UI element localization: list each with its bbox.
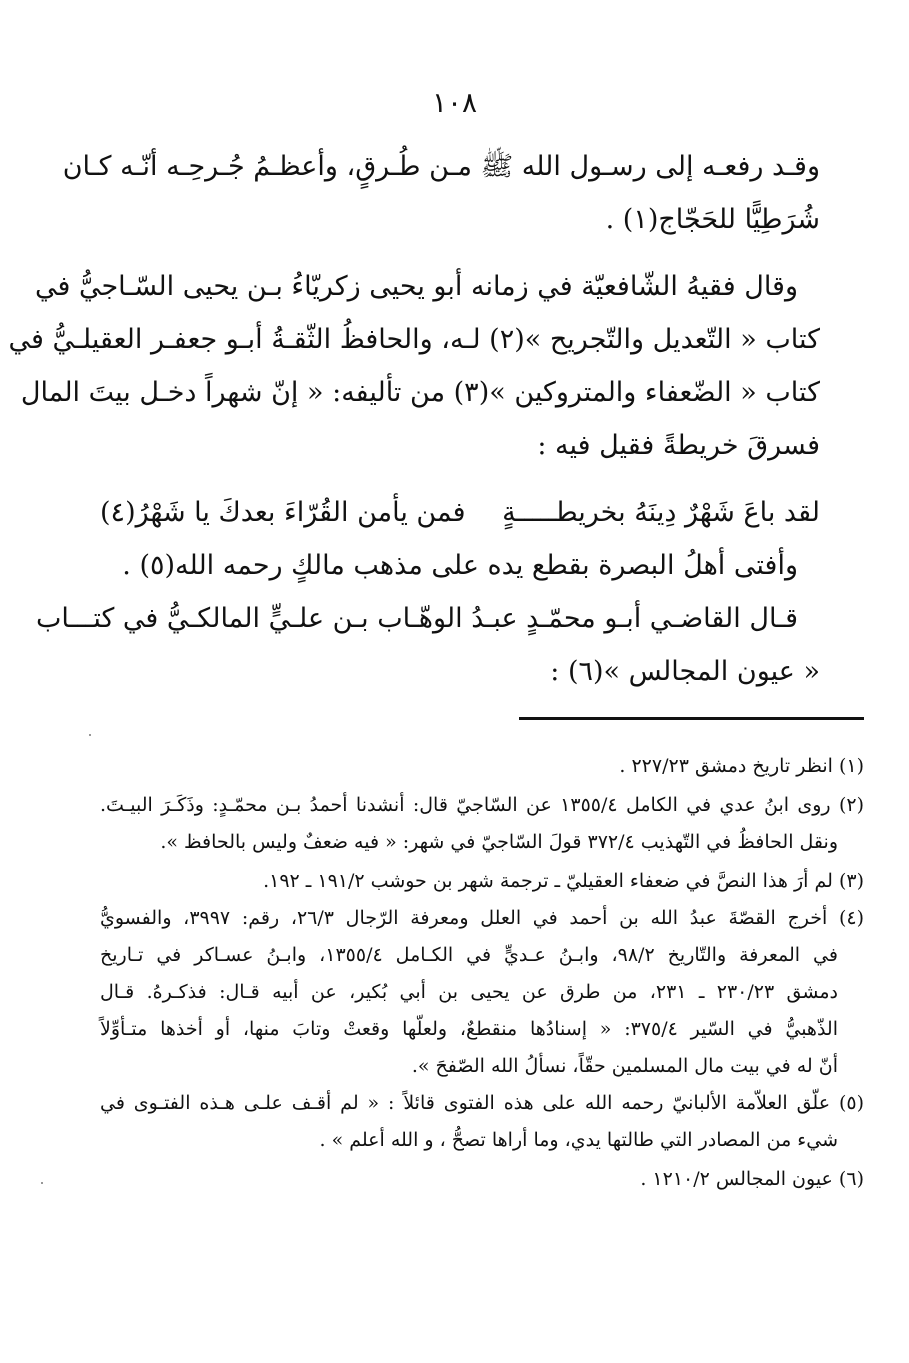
scan-speck — [41, 1182, 43, 1184]
main-text-line: « عيون المجالس »(٦) : — [550, 656, 820, 687]
footnote-line: أنّ له في بيت مال المسلمين حقّاً، نسألُ الله الصّفحَ ». — [411, 1055, 838, 1077]
main-text-line: كتاب « التّعديل والتّجريح »(٢) لـه، والحافظُ الثّقـةُ أبـو جعفـر العقيلـيُّ في — [8, 324, 820, 355]
footnotes — [100, 748, 864, 1198]
poem-verse — [100, 486, 820, 539]
main-text-line: قـال القاضـي أبـو محمّـدٍ عبـدُ الوهّـاب بـن علـيٍّ المالكـيُّ في كتـــاب — [35, 603, 798, 634]
main-text-line: شُرَطِيًّا للحَجّاج(١) . — [605, 204, 820, 235]
footnote-line: (١) انظر تاريخ دمشق ٢٢٧/٢٣ . — [619, 755, 864, 777]
main-text-line: وأفتى أهلُ البصرة بقطع يده على مذهب مالكٍ رحمه الله(٥) . — [122, 550, 798, 581]
footnote-line: (٦) عيون المجالس ١٢١٠/٢ . — [640, 1168, 864, 1190]
footnote-line: (٥) علّق العلاّمة الألبانيّ رحمه الله على هذه الفتوى قائلاً : « لم أقـف علـى هـذه الفتـوى في — [100, 1092, 864, 1114]
footnote-line: (٤) أخرج القصّةَ عبدُ الله بن أحمد في العلل ومعرفة الرّجال ٢٦/٣، رقم: ٣٩٩٧، والفسويُّ — [100, 907, 864, 929]
poem-hemistich-first: لقد باعَ شَهْرٌ دِينَهُ بخريطـــــةٍ — [502, 497, 820, 528]
main-text-line: كتاب « الضّعفاء والمتروكين »(٣) من تأليفه: « إنّ شهراً دخـل بيتَ المال — [20, 377, 820, 408]
scan-speck — [89, 734, 91, 736]
poem-hemistich-second: فمن يأمن القُرّاءَ بعدكَ يا شَهْرُ(٤) — [100, 497, 466, 528]
footnote-line: (٢) روى ابنُ عدي في الكامل ١٣٥٥/٤ عن السّاجيّ قال: أنشدنا أحمدُ بـن محمّـدٍ: وذَكَـرَ البيـتَ. — [100, 794, 864, 816]
footnote-line: في المعرفة والتّاريخ ٩٨/٢، وابـنُ عـديٍّ في الكـامل ١٣٥٥/٤، وابـنُ عسـاكر في تـاريخ — [100, 944, 838, 966]
main-text-line: وقـد رفعـه إلى رسـول الله ﷺ مـن طُـرقٍ، وأعظـمُ جُـرحِـه أنّـه كـان — [62, 151, 820, 182]
page-number: ١٠٨ — [431, 86, 478, 119]
main-text — [8, 140, 820, 698]
footnote-line: الذّهبيُّ في السّير ٣٧٥/٤: « إسنادُها منقطعٌ، ولعلّها وقعتْ وتابَ منها، أو أخذها متـأوِّلاً — [100, 1018, 838, 1040]
footnote-line: ونقل الحافظُ في التّهذيب ٣٧٢/٤ قولَ السّاجيّ في شهر: « فيه ضعفٌ وليس بالحافظ ». — [160, 831, 838, 853]
footnote-line: دمشق ٢٣٠/٢٣ ـ ٢٣١، من طرق عن يحيى بن أبي بُكير، عن أبيه قـال: فذكـرهُ. قـال — [100, 981, 838, 1003]
footnote-divider — [519, 717, 864, 720]
main-text-line: فسرقَ خريطةً فقيل فيه : — [537, 430, 820, 461]
main-text-line: وقال فقيهُ الشّافعيّة في زمانه أبو يحيى زكريّاءُ بـن يحيى السّـاجيُّ في — [34, 271, 798, 302]
footnote-line: (٣) لم أرَ هذا النصَّ في ضعفاء العقيليّ ـ ترجمة شهر بن حوشب ١٩١/٢ ـ ١٩٢. — [263, 870, 864, 892]
footnote-line: شيء من المصادر التي طالتها يدي، وما أراها تصحُّ ، و الله أعلم » . — [319, 1129, 838, 1151]
